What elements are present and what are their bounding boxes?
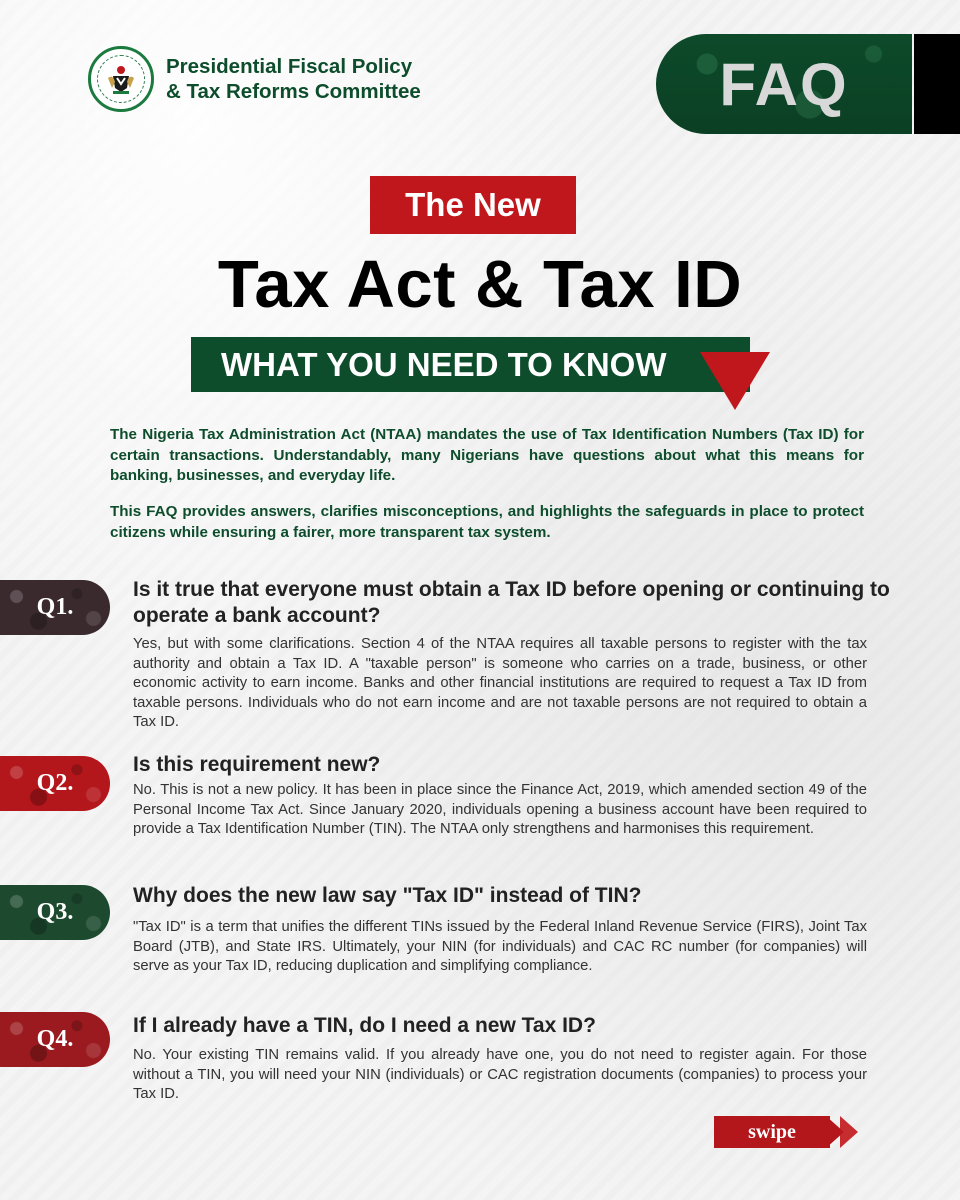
swipe-button[interactable]: swipe — [714, 1116, 830, 1148]
q3-tab: Q3. — [0, 885, 110, 940]
faq-side-bar — [914, 34, 960, 134]
banner-arrow-icon — [700, 352, 770, 410]
faq-label: FAQ — [719, 50, 849, 118]
q2-answer: No. This is not a new policy. It has been in place since the Finance Act, 2019, which amended section 49 of the Personal Income Tax Act. Since January 2020, individuals opening a business account have been required to provide a Tax Identification Number (TIN). The NTAA only strengthens and harmonises this requirement. — [133, 782, 867, 837]
org-name-line1: Presidential Fiscal Policy — [166, 55, 413, 78]
intro-paragraph-2: This FAQ provides answers, clarifies misconceptions, and highlights the safeguards in place to protect citizens while ensuring a fairer, more transparent tax system. — [110, 503, 864, 541]
q1-tab: Q1. — [0, 580, 110, 635]
q3-answer: "Tax ID" is a term that unifies the different TINs issued by the Federal Inland Revenue Service (FIRS), Joint Tax Board (JTB), and State IRS. Ultimately, your NIN (for individuals) and CAC RC number (for companies) will serve as your Tax ID, reducing duplication and simplifying compliance. — [133, 919, 867, 974]
faq-tab — [656, 34, 912, 134]
subtitle-banner: WHAT YOU NEED TO KNOW — [191, 337, 750, 392]
q4-question: If I already have a TIN, do I need a new Tax ID? — [133, 1014, 596, 1037]
org-name-line2: & Tax Reforms Committee — [166, 80, 421, 103]
intro-paragraph-1: The Nigeria Tax Administration Act (NTAA) mandates the use of Tax Identification Numbers (Tax ID) for certain transactions. Understandably, many Nigerians have questions about what this means for banking, businesses, and everyday life. — [110, 426, 864, 484]
page-title: Tax Act & Tax ID — [217, 247, 743, 322]
q1-answer: Yes, but with some clarifications. Section 4 of the NTAA requires all taxable persons to register with the tax authority and obtain a Tax ID. A "taxable person" is someone who carries on a trade, business, or other economic activity to earn income. Banks and other financial institutions are required to request a Tax ID from taxable persons. Individuals who do not earn income and are not taxable persons are not required to obtain a Tax ID. — [133, 636, 867, 730]
org-name — [166, 54, 421, 104]
chevron-right-icon[interactable] — [840, 1116, 858, 1148]
q1-question: Is it true that everyone must obtain a Tax ID before opening or continuing to operate a bank account? — [133, 578, 890, 627]
q3-question: Why does the new law say "Tax ID" instead of TIN? — [133, 884, 642, 907]
eagle-shield-icon — [104, 62, 138, 96]
org-header — [88, 44, 421, 114]
coat-of-arms-logo — [88, 46, 154, 112]
q4-tab: Q4. — [0, 1012, 110, 1067]
title-pill: The New — [370, 176, 576, 234]
q4-answer: No. Your existing TIN remains valid. If you already have one, you do not need to register again. For those without a TIN, you will need your NIN (individuals) or CAC registration documents (companies) to process your Tax ID. — [133, 1047, 867, 1102]
q2-tab: Q2. — [0, 756, 110, 811]
q2-question: Is this requirement new? — [133, 753, 381, 776]
